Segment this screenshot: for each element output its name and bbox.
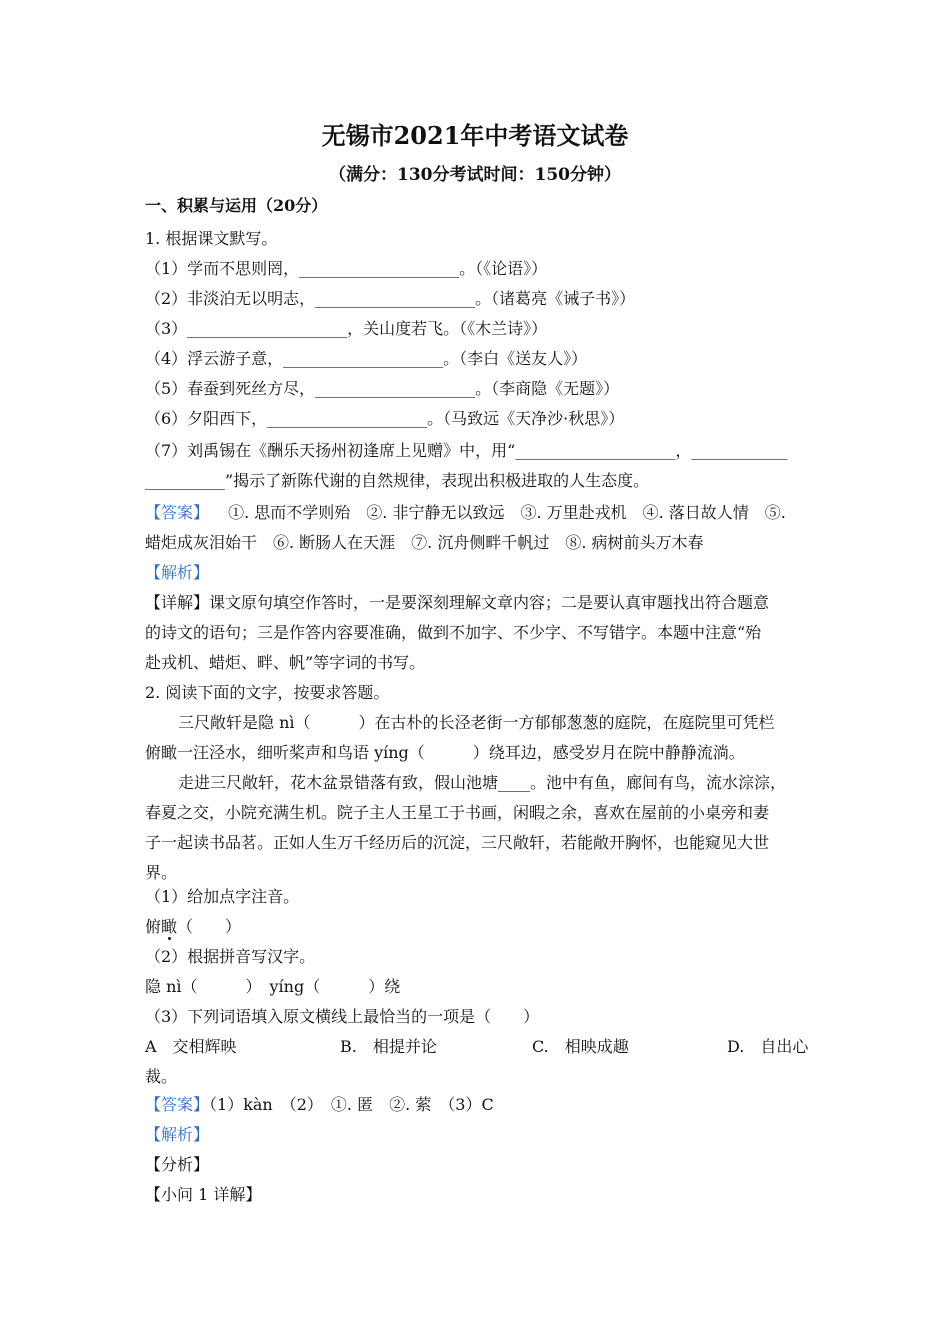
answer-text: ①. 思而不学则殆 ②. 非宁静无以致远 ③. 万里赴戎机 ④. 落日故人情 ⑤. [228,503,786,522]
page-subtitle: （满分：130分考试时间：150分钟） [329,165,621,185]
q2-fenxi: 【分析】 [145,1155,210,1174]
option-a: A 交相辉映 [145,1037,237,1056]
dotted-char: 瞰 [161,917,178,936]
question-2-stem: 2. 阅读下面的文字，按要求答题。 [145,683,390,702]
q1-item-1: （1）学而不思则罔，____________________。（《论语》） [145,259,548,278]
option-c: C. 相映成趣 [532,1037,629,1056]
q1-item-7-cont: __________”揭示了新陈代谢的自然规律，表现出积极进取的人生态度。 [145,471,650,490]
answer-blank: （ ） [177,917,242,936]
q1-detail-3: 赴戎机、蜡炬、畔、帆”等字词的书写。 [145,653,426,672]
q1-item-5: （5）春蚕到死丝方尽，____________________。（李商隐《无题》） [145,379,620,398]
q1-answer [145,502,786,524]
q2-sub1: （1）给加点字注音。 [145,887,300,906]
passage-line-6: 界。 [145,863,178,882]
passage-line-3: 走进三尺敞轩，花木盆景错落有致，假山池塘____。池中有鱼，廊间有鸟，流水淙淙， [178,773,787,792]
passage-line-2: 俯瞰一汪泾水，细听桨声和鸟语 yíng（ ）绕耳边，感受岁月在院中静静流淌。 [145,743,745,762]
q2-xiaowen: 【小问 1 详解】 [145,1185,262,1204]
answer-tag: 【答案】 [145,1095,210,1114]
q2-answer [145,1094,494,1116]
q2-sub2: （2）根据拼音写汉字。 [145,947,316,966]
option-d-cont: 裁。 [145,1067,178,1086]
option-b: B. 相提并论 [340,1037,437,1056]
answer-text: （1）kàn （2） ①. 匿 ②. 萦 （3）C [209,1095,494,1114]
passage-line-5: 子一起读书品茗。正如人生万千经历后的沉淀，三尺敞轩，若能敞开胸怀，也能窥见大世 [145,833,770,852]
passage-line-1: 三尺敞轩是隐 nì（ ）在古朴的长泾老街一方郁郁葱葱的庭院，在庭院里可凭栏 [178,713,775,732]
q2-sub3: （3）下列词语填入原文横线上最恰当的一项是（ ） [145,1007,540,1026]
q1-answer-cont: 蜡炬成灰泪始干 ⑥. 断肠人在天涯 ⑦. 沉舟侧畔千帆过 ⑧. 病树前头万木春 [145,533,704,552]
answer-tag: 【答案】 [145,503,210,522]
q1-item-7: （7）刘禹锡在《酬乐天扬州初逢席上见赠》中，用“____________________，____________ [145,441,788,460]
q2-sub1-word [145,916,241,938]
word-char: 俯 [145,917,162,936]
q1-item-2: （2）非淡泊无以明志，____________________。（诸葛亮《诫子书》） [145,289,636,308]
q1-analysis-tag: 【解析】 [145,563,210,582]
q2-sub2-line: 隐 nì（ ） yíng（ ）绕 [145,977,401,996]
question-1-stem: 1. 根据课文默写。 [145,229,278,248]
q2-analysis-tag: 【解析】 [145,1125,210,1144]
q1-item-6: （6）夕阳西下，____________________。（马致远《天净沙·秋思》） [145,409,625,428]
passage-line-4: 春夏之交，小院充满生机。院子主人王星工于书画，闲暇之余，喜欢在屋前的小桌旁和妻 [145,803,770,822]
q1-item-3: （3）____________________，关山度若飞。（《木兰诗》） [145,319,548,338]
section-heading: 一、积累与运用（20分） [145,196,328,215]
page-title: 无锡市2021年中考语文试卷 [321,121,629,150]
q1-detail-1: 【详解】课文原句填空作答时，一是要深刻理解文章内容；二是要认真审题找出符合题意 [145,593,770,612]
q1-item-4: （4）浮云游子意，____________________。（李白《送友人》） [145,349,588,368]
q1-detail-2: 的诗文的语句；三是作答内容要准确，做到不加字、不少字、不写错字。本题中注意“殆 [145,623,762,642]
option-d: D. 自出心 [727,1037,809,1056]
